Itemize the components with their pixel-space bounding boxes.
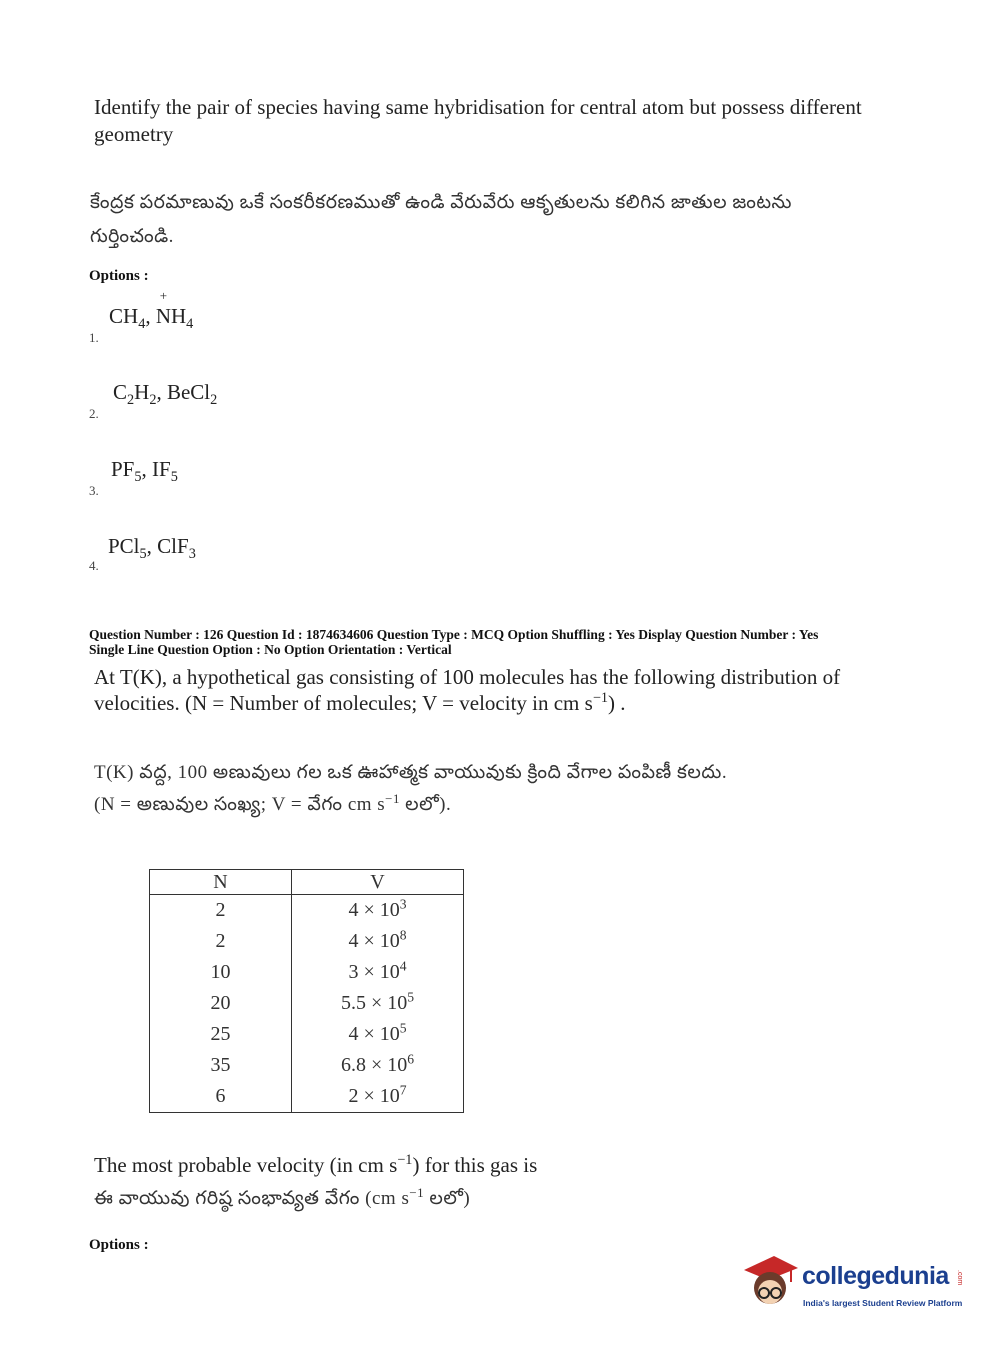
logo-tagline: India's largest Student Review Platform — [803, 1298, 963, 1308]
cell-v: $3 \times 10^4$ — [292, 957, 464, 988]
question-2-prompt-en: The most probable velocity (in cm $s^{-1}$) for this gas is — [94, 1152, 538, 1177]
header-n: N — [150, 870, 292, 895]
cell-n: 25 — [150, 1019, 292, 1050]
option-1-formula[interactable]: $CH_4$, N + $H_4$ — [109, 288, 194, 332]
options-label: Options : — [89, 268, 149, 284]
option-3-formula[interactable]: $PF_5$, $IF_5$ — [111, 457, 178, 485]
header-v: V — [292, 870, 464, 895]
cell-n: 10 — [150, 957, 292, 988]
cell-v: $4 \times 10^3$ — [292, 895, 464, 927]
table-row — [150, 926, 464, 957]
cell-n: 2 — [150, 895, 292, 927]
question-meta-line-2: Single Line Question Option : No Option Orientation : Vertical — [89, 642, 452, 657]
table-row — [150, 1050, 464, 1081]
table-body — [150, 895, 464, 1113]
option-4-formula[interactable]: PCl$_5$, ClF$_3$ — [108, 534, 196, 562]
question-1-text-te: కేంద్రక పరమాణువు ఒకే సంకరీకరణముతో ఉండి వేరువేరు ఆకృతులను కలిగిన జాతుల జంటను గుర్తించండి. — [90, 192, 792, 247]
question-2-text-te-line-2: (N = అణువుల సంఖ్య; V = వేగం cm $s^{-1}$ లలో). — [94, 790, 452, 815]
cell-v: $4 \times 10^8$ — [292, 926, 464, 957]
cell-v: $4 \times 10^5$ — [292, 1019, 464, 1050]
table-row — [150, 957, 464, 988]
collegedunia-logo[interactable] — [740, 1248, 970, 1320]
table-row — [150, 895, 464, 927]
question-1-text-en: Identify the pair of species having same hybridisation for central atom but possess different geometry — [94, 95, 862, 146]
table-row — [150, 1081, 464, 1113]
option-2-formula[interactable]: $C_2H_2$, BeCl$_2$ — [113, 380, 218, 408]
table-header-row — [150, 870, 464, 895]
mascot-icon — [740, 1248, 800, 1312]
logo-dotcom: .com — [956, 1270, 963, 1286]
option-3-number: 3. — [89, 483, 99, 498]
table-row — [150, 1019, 464, 1050]
option-2-number: 2. — [89, 406, 99, 421]
velocity-distribution-table — [149, 869, 464, 1113]
cell-n: 20 — [150, 988, 292, 1019]
question-2-text-en-line-1: At T(K), a hypothetical gas consisting of 100 molecules has the following distribution of — [94, 665, 841, 689]
cell-n: 2 — [150, 926, 292, 957]
question-2-prompt-te: ఈ వాయువు గరిష్ఠ సంభావ్యత వేగం (cm $s^{-1}$ లలో) — [94, 1184, 471, 1209]
option-4-number: 4. — [89, 558, 99, 573]
cell-n: 6 — [150, 1081, 292, 1113]
cell-v: $6.8 \times 10^6$ — [292, 1050, 464, 1081]
table-row — [150, 988, 464, 1019]
cell-n: 35 — [150, 1050, 292, 1081]
logo-wordmark: collegedunia — [802, 1262, 949, 1290]
cell-v: $5.5 \times 10^5$ — [292, 988, 464, 1019]
question-2-text-en-line-2: velocities. (N = Number of molecules; V = velocity in cm $s^{-1}$) . — [94, 690, 626, 715]
option-1-number: 1. — [89, 330, 99, 345]
question-meta-line-1: Question Number : 126 Question Id : 1874634606 Question Type : MCQ Option Shuffling : Yes Display Question Number : Yes — [89, 627, 819, 642]
options-label-2: Options : — [89, 1237, 149, 1253]
cell-v: $2 \times 10^7$ — [292, 1081, 464, 1113]
question-2-text-te-line-1: T(K) వద్ద, 100 అణువులు గల ఒక ఊహాత్మక వాయువుకు క్రింది వేగాల పంపిణీ కలదు. — [94, 762, 728, 783]
